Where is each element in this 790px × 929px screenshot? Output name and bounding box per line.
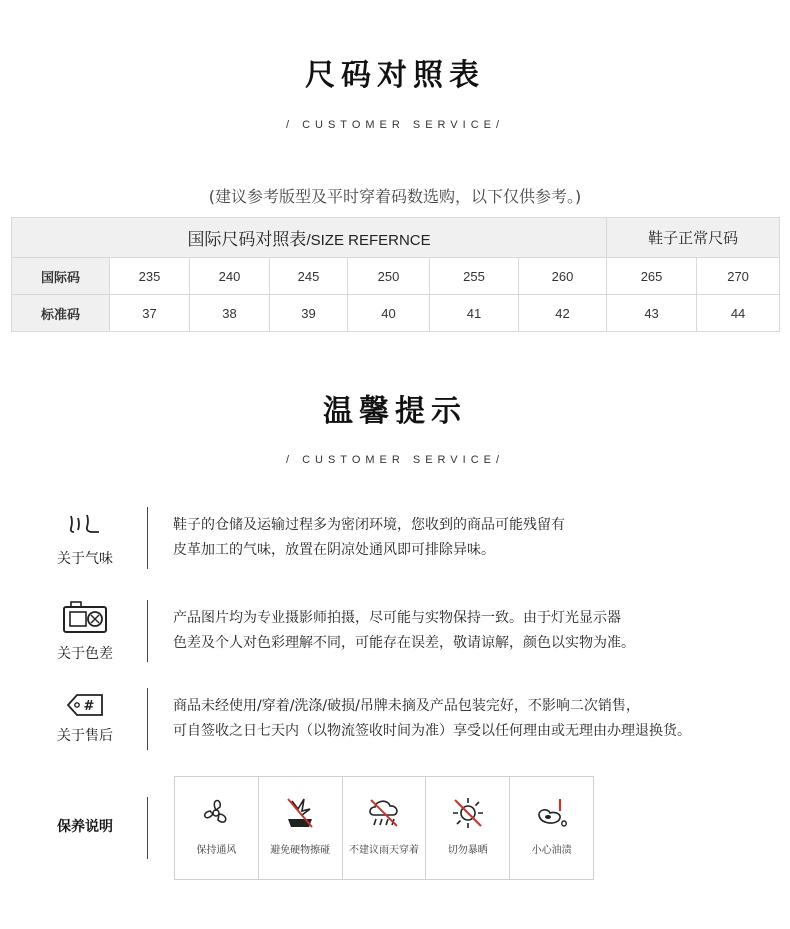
table-header-main-en: /SIZE REFERNCE (306, 232, 431, 249)
care-grid (174, 776, 594, 880)
table-cell: 40 (348, 295, 430, 332)
tip-line: 皮革加工的气味，放置在阴凉处通风即可排除异味。 (173, 542, 495, 558)
care-caption: 不建议雨天穿着 (348, 845, 419, 856)
table-cell: 39 (270, 295, 348, 332)
no-scratch-icon (282, 795, 318, 831)
tip-text-color (173, 606, 635, 656)
tip-line: 鞋子的仓储及运输过程多为密闭环境，您收到的商品可能残留有 (173, 517, 565, 533)
tip-text-smell (173, 513, 565, 563)
size-table (11, 217, 780, 332)
tip-label-smell: 关于气味 (57, 551, 113, 567)
size-chart-note: (建议参考版型及平时穿着码数选购，以下仅供参考。) (208, 187, 582, 206)
table-cell: 235 (110, 258, 190, 295)
row-label: 国际码 (12, 258, 110, 295)
divider-line (147, 507, 148, 569)
tip-line: 产品图片均为专业摄影师拍摄，尽可能与实物保持一致。由于灯光显示器 (173, 610, 621, 626)
tip-label-color: 关于色差 (57, 646, 113, 662)
fan-icon (198, 795, 234, 831)
divider-line (147, 797, 148, 859)
care-caption: 避免硬物擦碰 (270, 845, 331, 856)
care-item (426, 777, 510, 879)
tip-line: 色差及个人对色彩理解不同，可能存在误差，敬请谅解，颜色以实物为准。 (173, 635, 635, 651)
oil-stain-icon (534, 795, 570, 831)
table-cell: 245 (270, 258, 348, 295)
care-item (343, 777, 427, 879)
tip-line: 商品未经使用/穿着/洗涤/破损/吊牌未摘及产品包装完好，不影响二次销售， (173, 698, 640, 714)
care-caption: 保持通风 (196, 845, 237, 856)
table-cell: 42 (519, 295, 607, 332)
price-tag-hash: # (83, 699, 95, 714)
size-chart-subtitle: / CUSTOMER SERVICE/ (285, 119, 505, 131)
divider-line (147, 600, 148, 662)
tips-title: 温馨提示 (323, 394, 467, 429)
table-cell: 37 (110, 295, 190, 332)
care-item (259, 777, 343, 879)
table-cell: 265 (607, 258, 697, 295)
care-caption: 切勿暴晒 (447, 845, 488, 856)
table-header-main (12, 218, 607, 258)
table-row (12, 295, 780, 332)
table-cell: 41 (430, 295, 519, 332)
table-cell: 43 (607, 295, 697, 332)
table-cell: 240 (190, 258, 270, 295)
table-header-row (12, 218, 780, 258)
divider-line (147, 688, 148, 750)
no-rain-icon (366, 795, 402, 831)
care-caption: 小心油渍 (531, 845, 572, 856)
tip-line: 可自签收之日七天内（以物流签收时间为准）享受以任何理由或无理由办理退换货。 (173, 723, 691, 739)
price-tag-icon (50, 692, 120, 722)
care-item (510, 777, 593, 879)
table-row (12, 258, 780, 295)
table-cell: 260 (519, 258, 607, 295)
size-chart-title: 尺码对照表 (305, 58, 485, 93)
table-cell: 38 (190, 295, 270, 332)
row-label: 标准码 (12, 295, 110, 332)
tips-subtitle: / CUSTOMER SERVICE/ (285, 454, 505, 466)
care-label: 保养说明 (57, 819, 113, 835)
table-cell: 250 (348, 258, 430, 295)
smell-icon (50, 512, 120, 540)
table-cell: 270 (697, 258, 780, 295)
table-header-main-cn: 国际尺码对照表 (187, 230, 307, 250)
table-cell: 255 (430, 258, 519, 295)
table-cell: 44 (697, 295, 780, 332)
table-header-side: 鞋子正常尺码 (607, 218, 780, 258)
care-item (175, 777, 259, 879)
camera-icon (50, 600, 120, 638)
tip-text-aftersale (173, 694, 691, 744)
no-sun-icon (450, 795, 486, 831)
tip-label-aftersale: 关于售后 (57, 728, 113, 744)
